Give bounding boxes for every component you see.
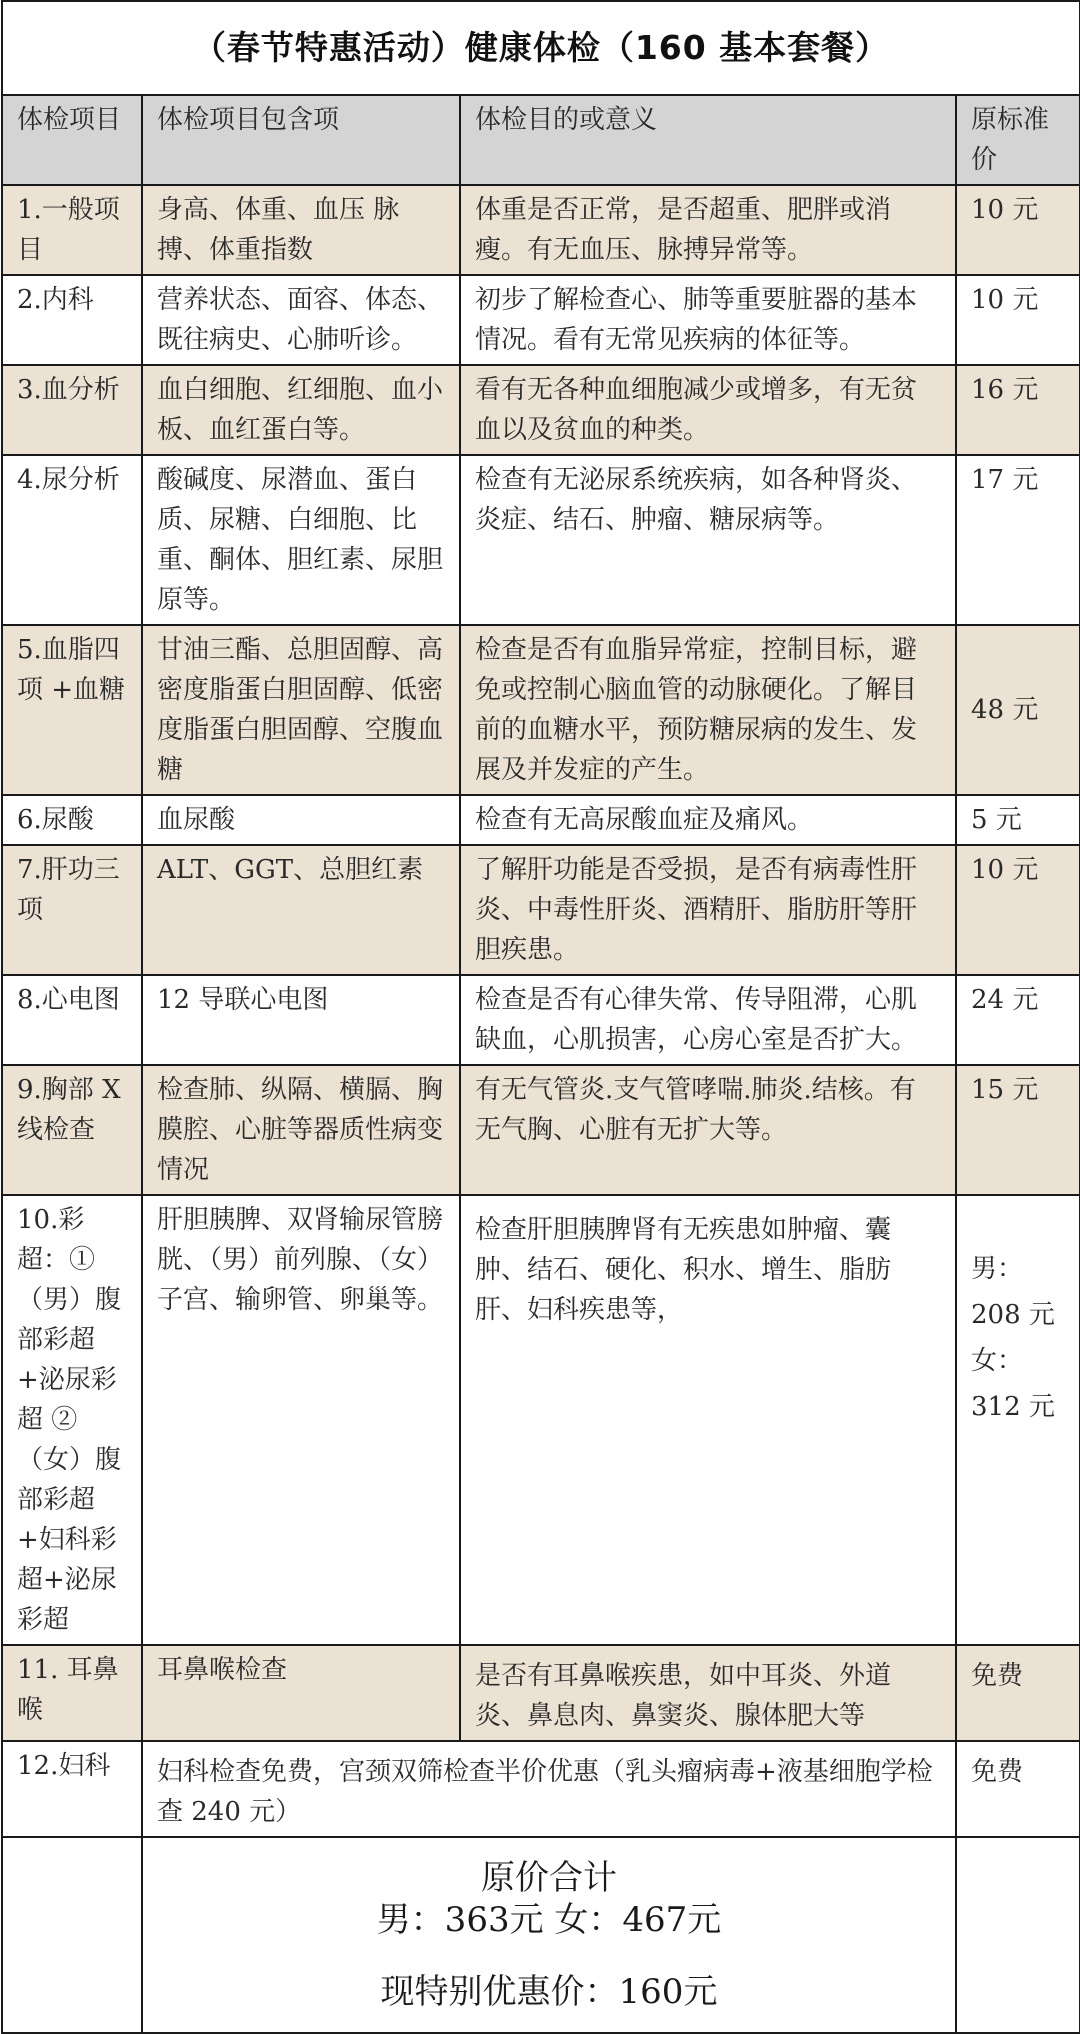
row-item: 1.一般项目 (2, 185, 142, 275)
row-price: 免费 (956, 1741, 1080, 1837)
row-item: 8.心电图 (2, 975, 142, 1065)
table-row (2, 275, 1080, 365)
row-purpose: 体重是否正常，是否超重、肥胖或消瘦。有无血压、脉搏异常等。 (460, 185, 956, 275)
row-contents: 检查肺、纵隔、横膈、胸膜腔、心脏等器质性病变情况 (142, 1065, 460, 1195)
row-purpose: 检查是否有血脂异常症，控制目标，避免或控制心脑血管的动脉硬化。了解目前的血糖水平，预防糖尿病的发生、发展及并发症的产生。 (460, 625, 956, 795)
total-label: 原价合计 (481, 1858, 617, 1898)
row-purpose: 检查肝胆胰脾肾有无疾患如肿瘤、囊肿、结石、硬化、积水、增生、脂肪肝、妇科疾患等， (460, 1195, 956, 1645)
row-item: 2.内科 (2, 275, 142, 365)
row-purpose: 检查是否有心律失常、传导阻滞，心肌缺血，心肌损害，心房心室是否扩大。 (460, 975, 956, 1065)
table-row (2, 1195, 1080, 1645)
special-price: 现特别优惠价：160元 (380, 1972, 718, 2012)
row-purpose: 有无气管炎.支气管哮喘.肺炎.结核。有无气胸、心脏有无扩大等。 (460, 1065, 956, 1195)
row-price: 5 元 (956, 795, 1080, 845)
row-purpose: 看有无各种血细胞减少或增多，有无贫血以及贫血的种类。 (460, 365, 956, 455)
row-item: 9.胸部 X 线检查 (2, 1065, 142, 1195)
checkup-table (1, 0, 1080, 2034)
table-row (2, 845, 1080, 975)
total-empty-right (956, 1837, 1080, 2033)
row-price: 48 元 (956, 625, 1080, 795)
row-contents: 肝胆胰脾、双肾输尿管膀胱、（男）前列腺、（女）子宫、输卵管、卵巢等。 (142, 1195, 460, 1645)
total-empty-left (2, 1837, 142, 2033)
row-price: 16 元 (956, 365, 1080, 455)
header-purpose: 体检目的或意义 (460, 95, 956, 185)
row-contents: 血白细胞、红细胞、血小板、血红蛋白等。 (142, 365, 460, 455)
table-row (2, 1065, 1080, 1195)
row-contents: 酸碱度、尿潜血、蛋白质、尿糖、白细胞、比重、酮体、胆红素、尿胆原等。 (142, 455, 460, 625)
header-price: 原标准价 (956, 95, 1080, 185)
table-row (2, 795, 1080, 845)
row-contents: 耳鼻喉检查 (142, 1645, 460, 1741)
row-price: 10 元 (956, 275, 1080, 365)
row-contents: 甘油三酯、总胆固醇、高密度脂蛋白胆固醇、低密度脂蛋白胆固醇、空腹血糖 (142, 625, 460, 795)
row-item: 10.彩超：①（男）腹部彩超+泌尿彩超 ②（女）腹部彩超+妇科彩超+泌尿彩超 (2, 1195, 142, 1645)
row-contents: ALT、GGT、总胆红素 (142, 845, 460, 975)
row-purpose: 检查有无高尿酸血症及痛风。 (460, 795, 956, 845)
row-contents: 营养状态、面容、体态、既往病史、心肺听诊。 (142, 275, 460, 365)
row-purpose: 了解肝功能是否受损，是否有病毒性肝炎、中毒性肝炎、酒精肝、脂肪肝等肝胆疾患。 (460, 845, 956, 975)
row-price: 24 元 (956, 975, 1080, 1065)
row-item: 7.肝功三项 (2, 845, 142, 975)
header-contents: 体检项目包含项 (142, 95, 460, 185)
table-row (2, 1741, 1080, 1837)
table-row (2, 185, 1080, 275)
row-price: 男：208 元 女：312 元 (956, 1195, 1080, 1645)
row-price: 免费 (956, 1645, 1080, 1741)
total-male-female: 男：363元 女：467元 (376, 1900, 722, 1940)
row-note: 妇科检查免费，宫颈双筛检查半价优惠（乳头瘤病毒+液基细胞学检查 240 元） (142, 1741, 956, 1837)
row-price: 17 元 (956, 455, 1080, 625)
row-item: 11. 耳鼻喉 (2, 1645, 142, 1741)
row-contents: 身高、体重、血压 脉搏、体重指数 (142, 185, 460, 275)
table-row (2, 455, 1080, 625)
table-row (2, 1645, 1080, 1741)
table-row (2, 365, 1080, 455)
row-item: 5.血脂四项 +血糖 (2, 625, 142, 795)
row-item: 4.尿分析 (2, 455, 142, 625)
row-price: 10 元 (956, 845, 1080, 975)
row-contents: 12 导联心电图 (142, 975, 460, 1065)
row-contents: 血尿酸 (142, 795, 460, 845)
page-title: （春节特惠活动）健康体检（160 基本套餐） (2, 1, 1080, 95)
total-row (2, 1837, 1080, 2033)
table-row (2, 625, 1080, 795)
row-item: 3.血分析 (2, 365, 142, 455)
row-item: 12.妇科 (2, 1741, 142, 1837)
row-item: 6.尿酸 (2, 795, 142, 845)
row-purpose: 检查有无泌尿系统疾病，如各种肾炎、炎症、结石、肿瘤、糖尿病等。 (460, 455, 956, 625)
row-purpose: 是否有耳鼻喉疾患，如中耳炎、外道炎、鼻息肉、鼻窦炎、腺体肥大等 (460, 1645, 956, 1741)
row-purpose: 初步了解检查心、肺等重要脏器的基本情况。看有无常见疾病的体征等。 (460, 275, 956, 365)
table-row (2, 975, 1080, 1065)
row-price: 10 元 (956, 185, 1080, 275)
total-cell (142, 1837, 956, 2033)
row-price: 15 元 (956, 1065, 1080, 1195)
header-item: 体检项目 (2, 95, 142, 185)
